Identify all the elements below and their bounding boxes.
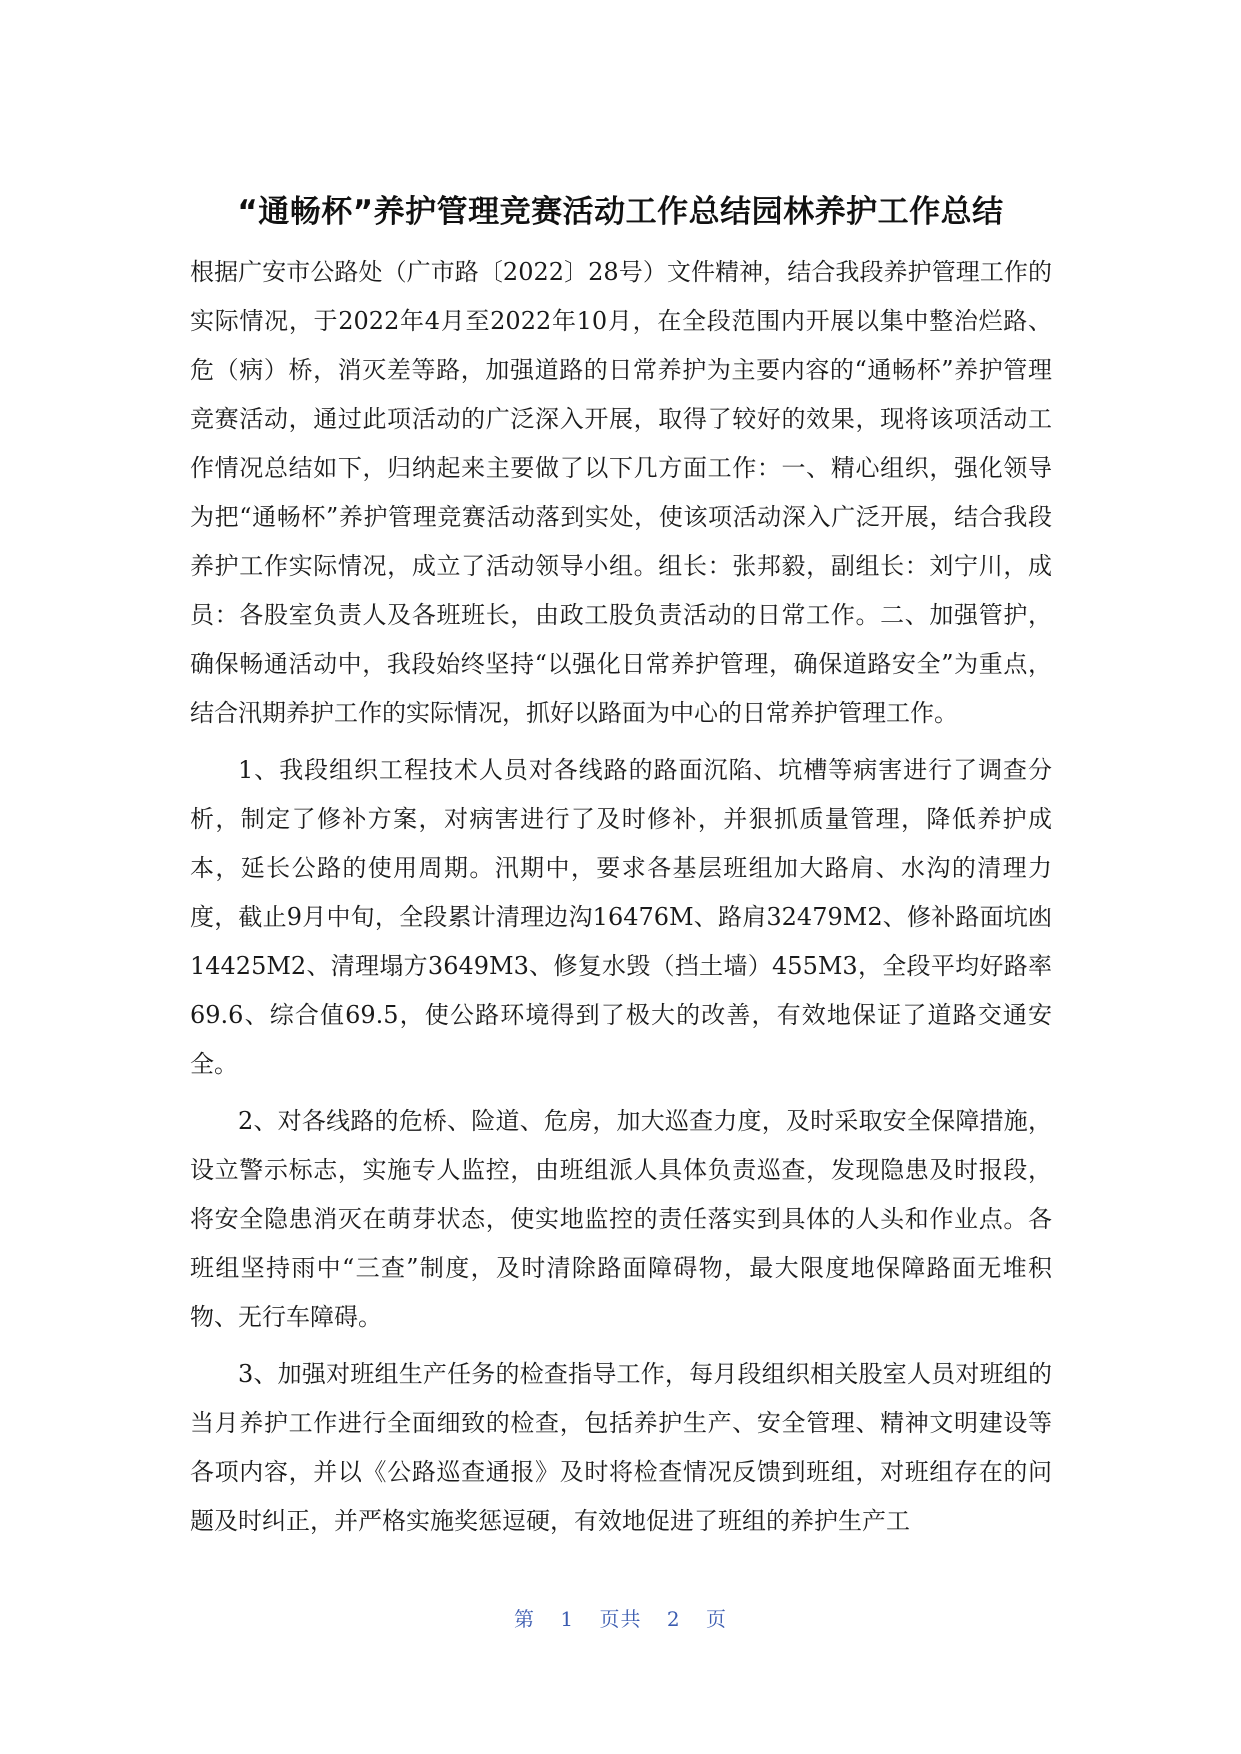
paragraph-item-2: 2、对各线路的危桥、险道、危房，加大巡查力度，及时采取安全保障措施，设立警示标志，实施专人监控，由班组派人具体负责巡查，发现隐患及时报段，将安全隐患消灭在萌芽状态，使实地监控的责任落实到具体的人头和作业点。各班组坚持雨中“三查”制度，及时清除路面障碍物，最大限度地保障路面无堆积物、无行车障碍。	[190, 1107, 1052, 1331]
paragraph-intro: 根据广安市公路处（广市路〔2022〕28号）文件精神，结合我段养护管理工作的实际情况，于2022年4月至2022年10月，在全段范围内开展以集中整治烂路、危（病）桥，消灭差等路，加强道路的日常养护为主要内容的“通畅杯”养护管理竞赛活动，通过此项活动的广泛深入开展，取得了较好的效果，现将该项活动工作情况总结如下，归纳起来主要做了以下几方面工作：一、精心组织，强化领导为把“通畅杯”养护管理竞赛活动落到实处，使该项活动深入广泛开展，结合我段养护工作实际情况，成立了活动领导小组。组长：张邦毅，副组长：刘宁川，成员：各股室负责人及各班班长，由政工股负责活动的日常工作。二、加强管护，确保畅通活动中，我段始终坚持“以强化日常养护管理，确保道路安全”为重点，结合汛期养护工作的实际情况，抓好以路面为中心的日常养护管理工作。	[190, 258, 1052, 727]
document-body	[190, 248, 1052, 1554]
page-footer	[0, 1603, 1241, 1632]
footer-label-page: 第	[514, 1607, 536, 1631]
paragraph-item-3: 3、加强对班组生产任务的检查指导工作，每月段组织相关股室人员对班组的当月养护工作进行全面细致的检查，包括养护生产、安全管理、精神文明建设等各项内容，并以《公路巡查通报》及时将检查情况反馈到班组，对班组存在的问题及时纠正，并严格实施奖惩逗硬，有效地促进了班组的养护生产工	[190, 1360, 1052, 1535]
footer-total-pages: 2	[666, 1607, 681, 1631]
paragraph-item-1: 1、我段组织工程技术人员对各线路的路面沉陷、坑槽等病害进行了调查分析，制定了修补方案，对病害进行了及时修补，并狠抓质量管理，降低养护成本，延长公路的使用周期。汛期中，要求各基层班组加大路肩、水沟的清理力度，截止9月中旬，全段累计清理边沟16476M、路肩32479M2、修补路面坑凼14425M2、清理塌方3649M3、修复水毁（挡土墙）455M3，全段平均好路率69.6、综合值69.5，使公路环境得到了极大的改善，有效地保证了道路交通安全。	[190, 756, 1052, 1078]
footer-label-end: 页	[705, 1607, 727, 1631]
document-title: “通畅杯”养护管理竞赛活动工作总结园林养护工作总结	[237, 194, 1004, 230]
footer-label-of: 页共	[599, 1607, 642, 1631]
footer-current-page: 1	[560, 1607, 575, 1631]
